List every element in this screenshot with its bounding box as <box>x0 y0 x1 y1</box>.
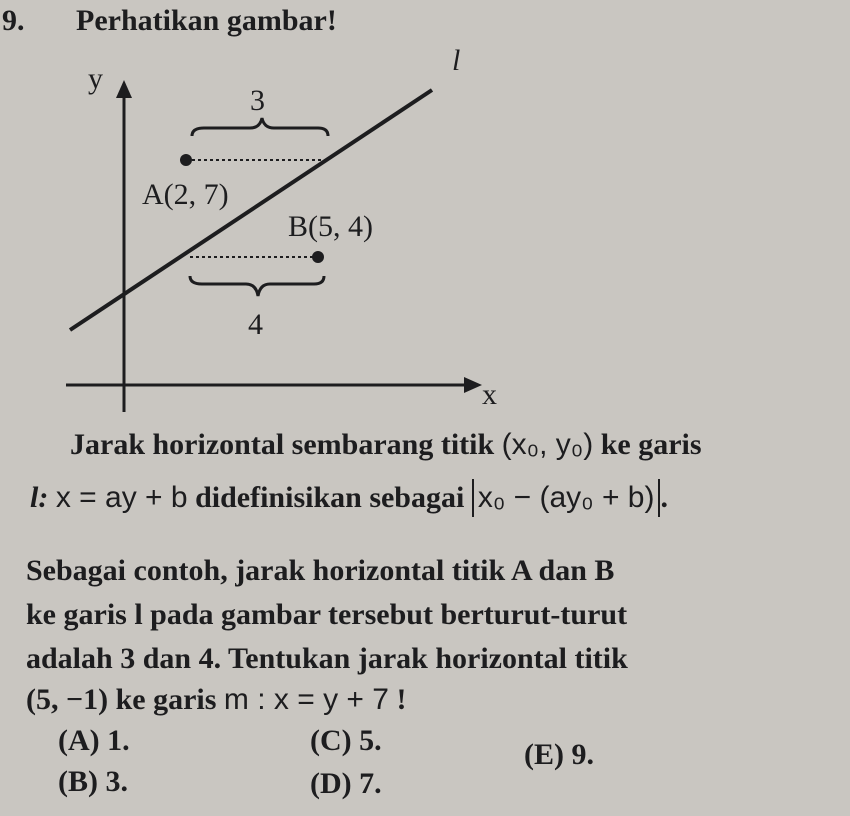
point-b-label: B(5, 4) <box>288 210 373 243</box>
definition-line-1-start: Jarak horizontal sembarang titik <box>70 428 495 461</box>
point-notation: (x₀, y₀) <box>501 428 594 461</box>
question-number: 9. <box>2 4 25 37</box>
example-line-2: ke garis l pada gambar tersebut berturut-turut <box>26 598 628 631</box>
example-line-4-start: (5, −1) ke garis <box>26 683 217 716</box>
x-axis-label: x <box>482 378 497 411</box>
definition-line-2-mid: didefinisikan sebagai <box>195 481 465 514</box>
x-axis-arrow-icon <box>464 377 482 393</box>
example-line-1: Sebagai contoh, jarak horizontal titik A dan B <box>26 554 615 587</box>
definition-line-2-end: . <box>660 481 668 514</box>
brace-bottom <box>190 276 324 296</box>
option-a[interactable]: (A) 1. <box>58 724 130 757</box>
option-c[interactable]: (C) 5. <box>310 724 382 757</box>
definition-line-1 <box>70 428 702 462</box>
point-a-label: A(2, 7) <box>142 178 229 211</box>
line-m-equation: m : x = y + 7 <box>223 683 389 716</box>
brace-bottom-label: 4 <box>248 308 263 341</box>
option-b[interactable]: (B) 3. <box>58 765 128 798</box>
point-marker-b <box>312 251 324 263</box>
definition-line-2 <box>30 479 668 517</box>
brace-top <box>192 118 328 136</box>
option-d[interactable]: (D) 7. <box>310 767 382 800</box>
question-title: Perhatikan gambar! <box>76 4 337 37</box>
example-line-4-end: ! <box>396 683 407 716</box>
example-line-4 <box>26 683 406 717</box>
line-label: l <box>452 44 461 77</box>
brace-top-label: 3 <box>250 84 265 117</box>
option-e[interactable]: (E) 9. <box>524 738 594 771</box>
line-name-l: l: <box>30 481 49 514</box>
y-axis-label: y <box>88 62 103 95</box>
definition-line-1-end: ke garis <box>600 428 702 461</box>
y-axis-arrow-icon <box>116 80 132 98</box>
line-equation: x = ay + b <box>55 481 188 514</box>
distance-formula: x₀ − (ay₀ + b) <box>472 479 661 517</box>
example-line-3: adalah 3 dan 4. Tentukan jarak horizontal titik <box>26 642 628 675</box>
point-marker-a <box>180 154 192 166</box>
